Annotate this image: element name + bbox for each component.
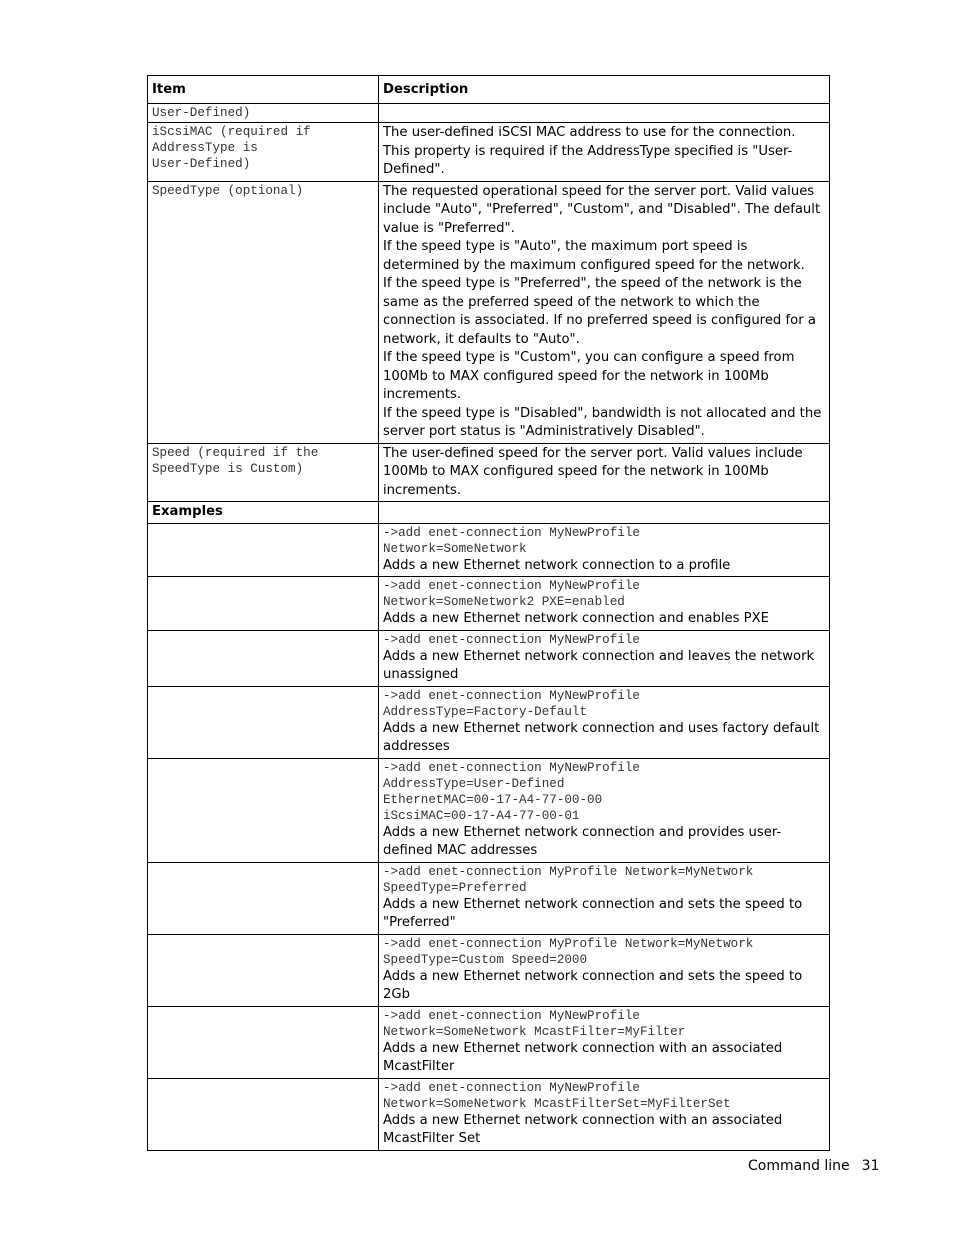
example-description: Adds a new Ethernet network connection and sets the speed to 2Gb — [383, 968, 803, 1002]
parameter-table — [147, 75, 830, 1151]
example-description: Adds a new Ethernet network connection and provides user-defined MAC addresses — [383, 824, 782, 858]
example-row — [148, 934, 830, 1006]
example-command: ->add enet-connection MyNewProfile AddressType=Factory-Default — [383, 688, 640, 719]
example-row — [148, 1078, 830, 1150]
parameter-name: iScsiMAC (required if AddressType is User-Defined) — [152, 125, 311, 171]
description-text: The requested operational speed for the server port. Valid values include "Auto", "Preferred", "Custom", and "Disabled". The default value is "Preferred". — [383, 183, 821, 236]
example-cell — [379, 630, 830, 686]
parameter-name: SpeedType (optional) — [152, 183, 304, 198]
example-description: Adds a new Ethernet network connection with an associated McastFilter Set — [383, 1112, 783, 1146]
example-command: ->add enet-connection MyNewProfile — [383, 632, 640, 647]
table-row — [148, 181, 830, 443]
table-row — [148, 123, 830, 182]
example-cell — [379, 758, 830, 862]
item-cell — [148, 104, 379, 123]
description-text: If the speed type is "Auto", the maximum port speed is determined by the maximum configured speed for the network. — [383, 239, 805, 273]
footer-section-title: Command line — [748, 1158, 850, 1174]
example-row — [148, 1006, 830, 1078]
page-footer — [748, 1158, 892, 1174]
example-command: ->add enet-connection MyNewProfile Network=SomeNetwork McastFilterSet=MyFilterSet — [383, 1080, 731, 1111]
examples-label: Examples — [148, 502, 379, 524]
description-cell — [379, 181, 830, 443]
description-text: The user-defined iSCSI MAC address to use for the connection. This property is required if the AddressType specified is "User-Defined". — [383, 125, 796, 177]
item-cell — [148, 443, 379, 502]
description-column-header: Description — [379, 76, 830, 104]
item-cell — [148, 181, 379, 443]
example-cell — [379, 577, 830, 631]
example-empty-cell — [148, 523, 379, 577]
description-text: If the speed type is "Custom", you can configure a speed from 100Mb to MAX configured speed for the network in 100Mb increments. — [383, 350, 795, 402]
example-command: ->add enet-connection MyProfile Network=MyNetwork SpeedType=Custom Speed=2000 — [383, 936, 754, 967]
table-row — [148, 104, 830, 123]
example-empty-cell — [148, 686, 379, 758]
example-command: ->add enet-connection MyNewProfile AddressType=User-Defined EthernetMAC=00-17-A4-77-00-00 iScsiMAC=00-17-A4-77-00-01 — [383, 760, 640, 823]
example-description: Adds a new Ethernet network connection with an associated McastFilter — [383, 1040, 783, 1074]
example-command: ->add enet-connection MyProfile Network=MyNetwork SpeedType=Preferred — [383, 864, 754, 895]
description-cell — [379, 443, 830, 502]
examples-header-row — [148, 502, 830, 524]
parameter-name: Speed (required if the SpeedType is Custom) — [152, 445, 319, 476]
parameter-name: User-Defined) — [152, 106, 251, 120]
example-empty-cell — [148, 862, 379, 934]
example-cell — [379, 686, 830, 758]
example-cell — [379, 523, 830, 577]
example-empty-cell — [148, 577, 379, 631]
table-row — [148, 443, 830, 502]
example-command: ->add enet-connection MyNewProfile Network=SomeNetwork — [383, 525, 640, 556]
description-cell — [379, 123, 830, 182]
example-command: ->add enet-connection MyNewProfile Network=SomeNetwork McastFilter=MyFilter — [383, 1008, 686, 1039]
example-row — [148, 523, 830, 577]
example-empty-cell — [148, 934, 379, 1006]
example-row — [148, 577, 830, 631]
example-description: Adds a new Ethernet network connection to a profile — [383, 557, 731, 573]
description-text: If the speed type is "Disabled", bandwidth is not allocated and the server port status is "Administratively Disabled". — [383, 405, 822, 439]
example-empty-cell — [148, 1006, 379, 1078]
item-cell — [148, 123, 379, 182]
example-cell — [379, 934, 830, 1006]
table-body — [148, 104, 830, 1151]
item-column-header: Item — [148, 76, 379, 104]
table-header-row — [148, 76, 830, 104]
example-empty-cell — [148, 758, 379, 862]
example-command: ->add enet-connection MyNewProfile Network=SomeNetwork2 PXE=enabled — [383, 579, 640, 609]
example-description: Adds a new Ethernet network connection and leaves the network unassigned — [383, 648, 815, 682]
example-row — [148, 686, 830, 758]
example-empty-cell — [148, 630, 379, 686]
example-row — [148, 758, 830, 862]
example-row — [148, 630, 830, 686]
examples-label-empty — [379, 502, 830, 524]
description-text: The user-defined speed for the server port. Valid values include 100Mb to MAX configured speed for the network in 100Mb increments. — [383, 445, 803, 498]
example-cell — [379, 1078, 830, 1150]
example-cell — [379, 862, 830, 934]
page-number: 31 — [861, 1158, 880, 1174]
example-description: Adds a new Ethernet network connection and enables PXE — [383, 611, 769, 626]
description-text: If the speed type is "Preferred", the speed of the network is the same as the preferred speed of the network to which the connection is associated. If no preferred speed is configured for a network, it defaults to "Auto". — [383, 276, 816, 347]
example-description: Adds a new Ethernet network connection and sets the speed to "Preferred" — [383, 896, 803, 930]
description-cell — [379, 104, 830, 123]
example-row — [148, 862, 830, 934]
example-description: Adds a new Ethernet network connection and uses factory default addresses — [383, 720, 820, 754]
example-empty-cell — [148, 1078, 379, 1150]
example-cell — [379, 1006, 830, 1078]
